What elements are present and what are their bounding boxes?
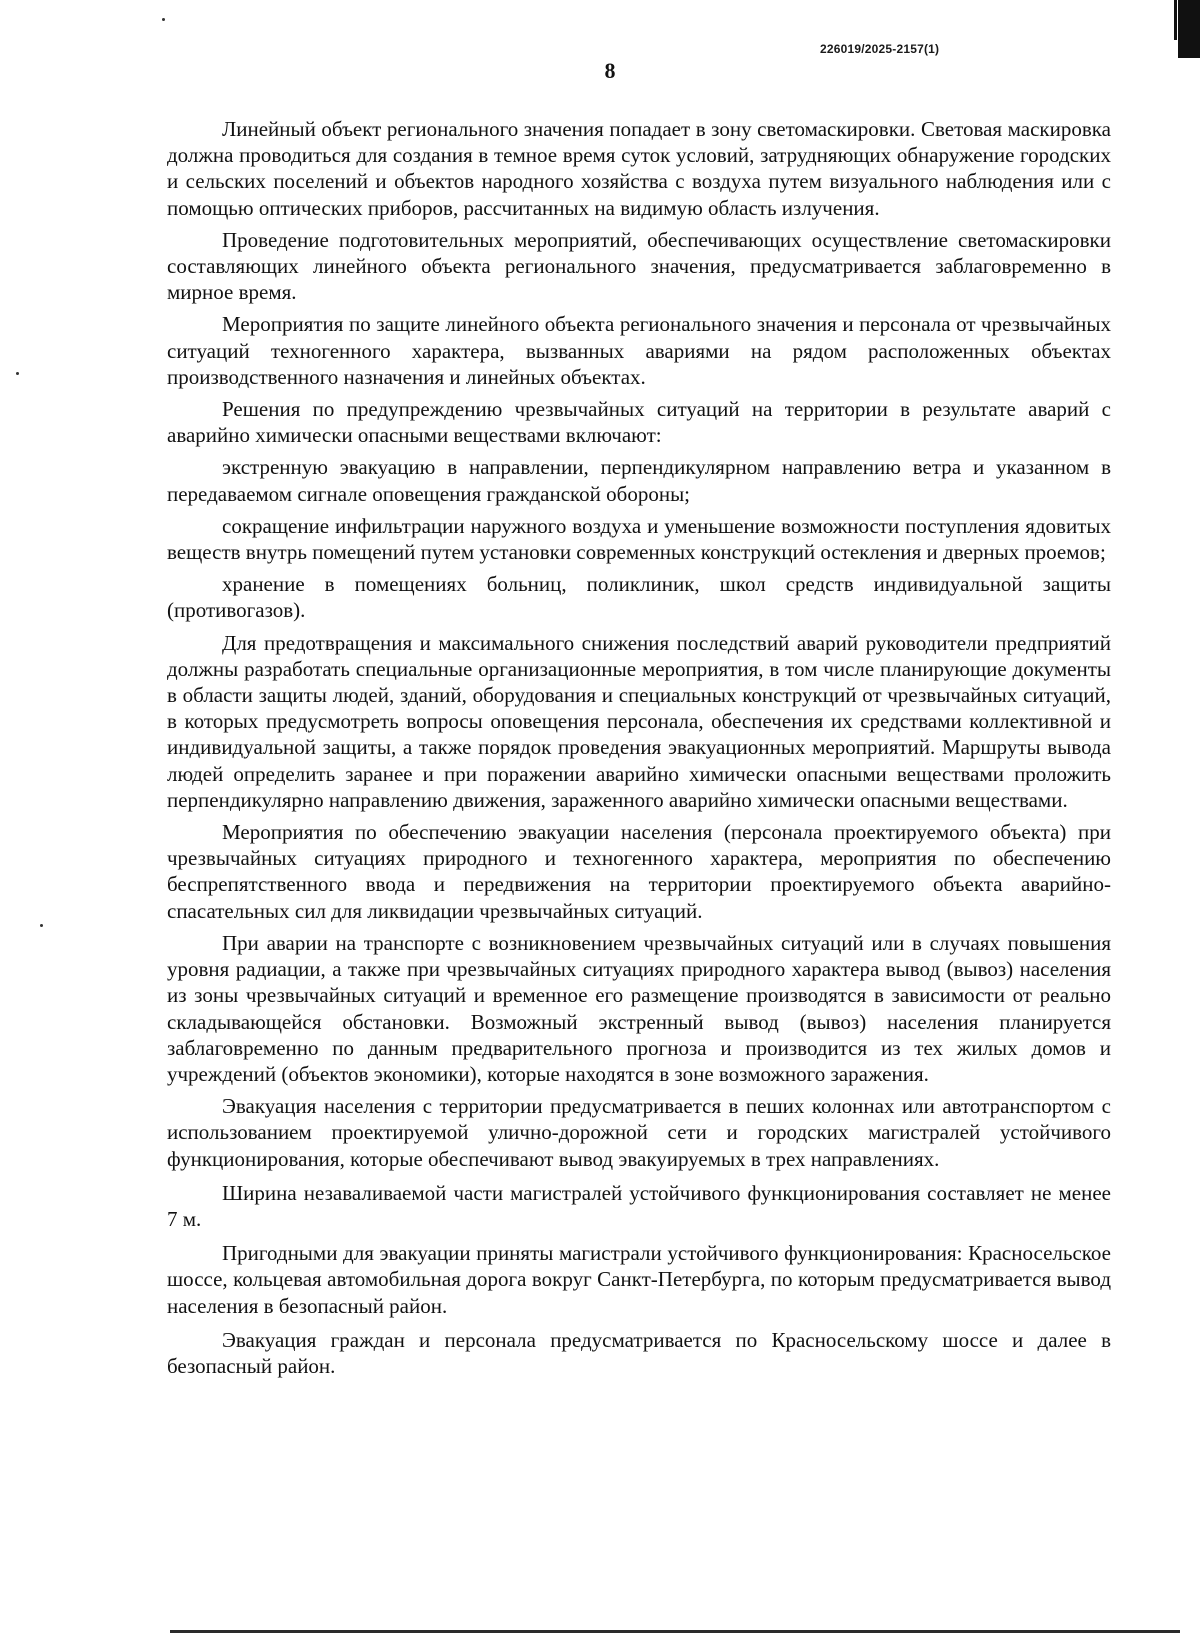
- paragraph: Решения по предупреждению чрезвычайных ситуаций на территории в результате аварий с аварийно химически опасными веществами включают:: [167, 397, 1111, 448]
- scan-speck: [40, 924, 43, 927]
- paragraph: Ширина незаваливаемой части магистралей устойчивого функционирования составляет не менее 7 м.: [167, 1180, 1111, 1231]
- paragraph: сокращение инфильтрации наружного воздуха и уменьшение возможности поступления ядовитых веществ внутрь помещений путем установки современных конструкций остекления и дверных проемов;: [167, 513, 1111, 565]
- paragraph: При аварии на транспорте с возникновением чрезвычайных ситуаций или в случаях повышения уровня радиации, а также при чрезвычайных ситуациях природного характера вывод (вывоз) населения из зоны чрезвычайных ситуаций и временное его размещение производятся в зависимости от реально складывающейся обстановки. Возможный экстренный вывод (вывоз) населения планируется заблаговременно по данным предварительного прогноза и производится из тех жилых домов и учреждений (объектов экономики), которые находятся в зоне возможного заражения.: [167, 930, 1111, 1086]
- paragraph: Пригодными для эвакуации приняты магистрали устойчивого функционирования: Красносельское шоссе, кольцевая автомобильная дорога вокруг Санкт-Петербурга, по которым предусматривается вывод населения в безопасный район.: [167, 1241, 1111, 1318]
- scan-speck: [162, 18, 165, 21]
- document-number: 226019/2025-2157(1): [820, 42, 940, 56]
- paragraph: экстренную эвакуацию в направлении, перпендикулярном направлению ветра и указанном в передаваемом сигнале оповещения гражданской обороны;: [167, 455, 1111, 506]
- paragraph: Для предотвращения и максимального снижения последствий аварий руководители предприятий должны разработать специальные организационные мероприятия, в том числе планирующие документы в области защиты людей, зданий, оборудования и специальных конструкций от чрезвычайных ситуаций, в которых предусмотреть вопросы оповещения персонала, обеспечения их средствами коллективной и индивидуальной защиты, а также порядок проведения эвакуационных мероприятий. Маршруты вывода людей определить заранее и при поражении аварийно химически опасными веществами проложить перпендикулярно направлению движения, зараженного аварийно химически опасными веществами.: [167, 630, 1111, 812]
- page-number: 8: [604, 58, 616, 83]
- paragraph: Мероприятия по защите линейного объекта регионального значения и персонала от чрезвычайных ситуаций техногенного характера, вызванных авариями на рядом расположенных объектах производственного назначения и линейных объектах.: [167, 312, 1111, 389]
- scan-corner-mark: [1178, 0, 1200, 58]
- document-body: [167, 116, 1111, 1379]
- paragraph: хранение в помещениях больниц, поликлиник, школ средств индивидуальной защиты (противогазов).: [167, 572, 1111, 623]
- scan-speck: [16, 372, 19, 375]
- paragraph: Проведение подготовительных мероприятий, обеспечивающих осуществление светомаскировки составляющих линейного объекта регионального значения, предусматривается заблаговременно в мирное время.: [167, 227, 1111, 305]
- paragraph: Мероприятия по обеспечению эвакуации населения (персонала проектируемого объекта) при чрезвычайных ситуациях природного и техногенного характера, мероприятия по обеспечению беспрепятственного ввода и передвижения на территории проектируемого объекта аварийно-спасательных сил для ликвидации чрезвычайных ситуаций.: [167, 820, 1111, 923]
- scan-bottom-edge: [170, 1630, 1180, 1633]
- paragraph: Эвакуация населения с территории предусматривается в пеших колоннах или автотранспортом с использованием проектируемой улично-дорожной сети и городских магистралей устойчивого функционирования, которые обеспечивают вывод эвакуируемых в трех направлениях.: [167, 1094, 1111, 1171]
- paragraph: Линейный объект регионального значения попадает в зону светомаскировки. Световая маскировка должна проводиться для создания в темное время суток условий, затрудняющих обнаружение городских и сельских поселений и объектов народного хозяйства с воздуха путем визуального наблюдения или с помощью оптических приборов, рассчитанных на видимую область излучения.: [167, 117, 1111, 220]
- paragraph: Эвакуация граждан и персонала предусматривается по Красносельскому шоссе и далее в безопасный район.: [167, 1327, 1111, 1378]
